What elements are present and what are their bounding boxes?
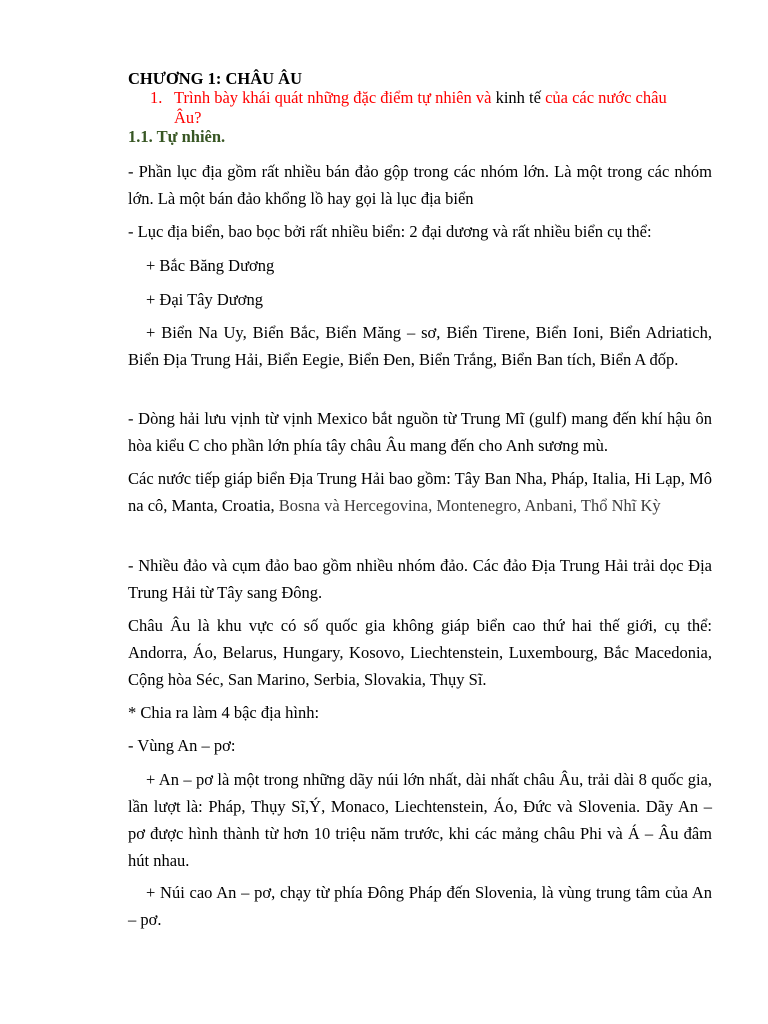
paragraph-terrain-intro: * Chia ra làm 4 bậc địa hình: — [128, 703, 320, 722]
question-number: 1. — [150, 88, 163, 107]
list-item-atlantic-ocean: + Đại Tây Dương — [146, 290, 263, 309]
section-heading: 1.1. Tự nhiên. — [128, 127, 226, 146]
list-item-alps-description: + An – pơ là một trong những dãy núi lớn nhất, dài nhất châu Âu, trải dài 8 quốc gia, lần lượt là: Pháp, Thụy Sĩ,Ý, Monaco, Liechtenstein, Áo, Đức và Slovenia. Dãy An – pơ được hình thành từ hơn 10 triệu năm trước, khi các mảng châu Phi và Á – Âu đâm hút nhau. — [128, 770, 712, 870]
list-item-arctic-ocean: + Bắc Băng Dương — [146, 256, 275, 275]
chapter-title: CHƯƠNG 1: CHÂU ÂU — [128, 69, 302, 88]
list-item-seas: + Biển Na Uy, Biển Bắc, Biển Măng – sơ, Biển Tirene, Biển Ioni, Biển Adriatich, Biển Địa Trung Hải, Biển Eegie, Biển Đen, Biển Trắng, Biển Ban tích, Biển A đốp. — [128, 323, 712, 369]
question-text-part1: Trình bày khái quát những đặc điểm tự nhiên và — [174, 88, 492, 107]
paragraph-seas-intro: - Lục địa biển, bao bọc bởi rất nhiều biển: 2 đại dương và rất nhiều biển cụ thể: — [128, 222, 652, 241]
question-text — [150, 88, 690, 128]
paragraph-gulf-stream: - Dòng hải lưu vịnh từ vịnh Mexico bắt nguồn từ Trung Mĩ (gulf) mang đến khí hậu ôn hòa kiểu C cho phần lớn phía tây châu Âu mang đến cho Anh sương mù. — [128, 409, 712, 455]
paragraph-peninsulas: - Phần lục địa gồm rất nhiều bán đảo gộp trong các nhóm lớn. Là một trong các nhóm lớn. Là một bán đảo khổng lồ hay gọi là lục địa biển — [128, 162, 712, 208]
question-text-part3: của các nước châu Âu? — [174, 88, 667, 127]
paragraph-landlocked: Châu Âu là khu vực có số quốc gia không giáp biển cao thứ hai thế giới, cụ thể: Andorra, Áo, Belarus, Hungary, Kosovo, Liechtenstein, Luxembourg, Bắc Macedonia, Cộng hòa Séc, San Marino, Serbia, Slovakia, Thụy Sĩ. — [128, 616, 712, 689]
paragraph-alps-heading: - Vùng An – pơ: — [128, 736, 236, 755]
paragraph-islands: - Nhiều đảo và cụm đảo bao gồm nhiều nhóm đảo. Các đảo Địa Trung Hải trải dọc Địa Trung Hải từ Tây sang Đông. — [128, 556, 712, 602]
paragraph-mediterranean-countries — [128, 465, 712, 519]
question-item — [150, 88, 690, 128]
mediterranean-countries-part1: Các nước tiếp giáp biển Địa Trung Hải bao gồm: Tây Ban Nha, Pháp, Italia, Hi Lạp, Mô na cô, Manta, Croatia, — [128, 469, 712, 515]
list-item-high-alps: + Núi cao An – pơ, chạy từ phía Đông Pháp đến Slovenia, là vùng trung tâm của An – pơ. — [128, 883, 712, 929]
mediterranean-countries-part2: Bosna và Hercegovina, Montenegro, Anbani, Thổ Nhĩ Kỳ — [274, 496, 661, 515]
question-text-part2: kinh tế — [491, 88, 541, 107]
